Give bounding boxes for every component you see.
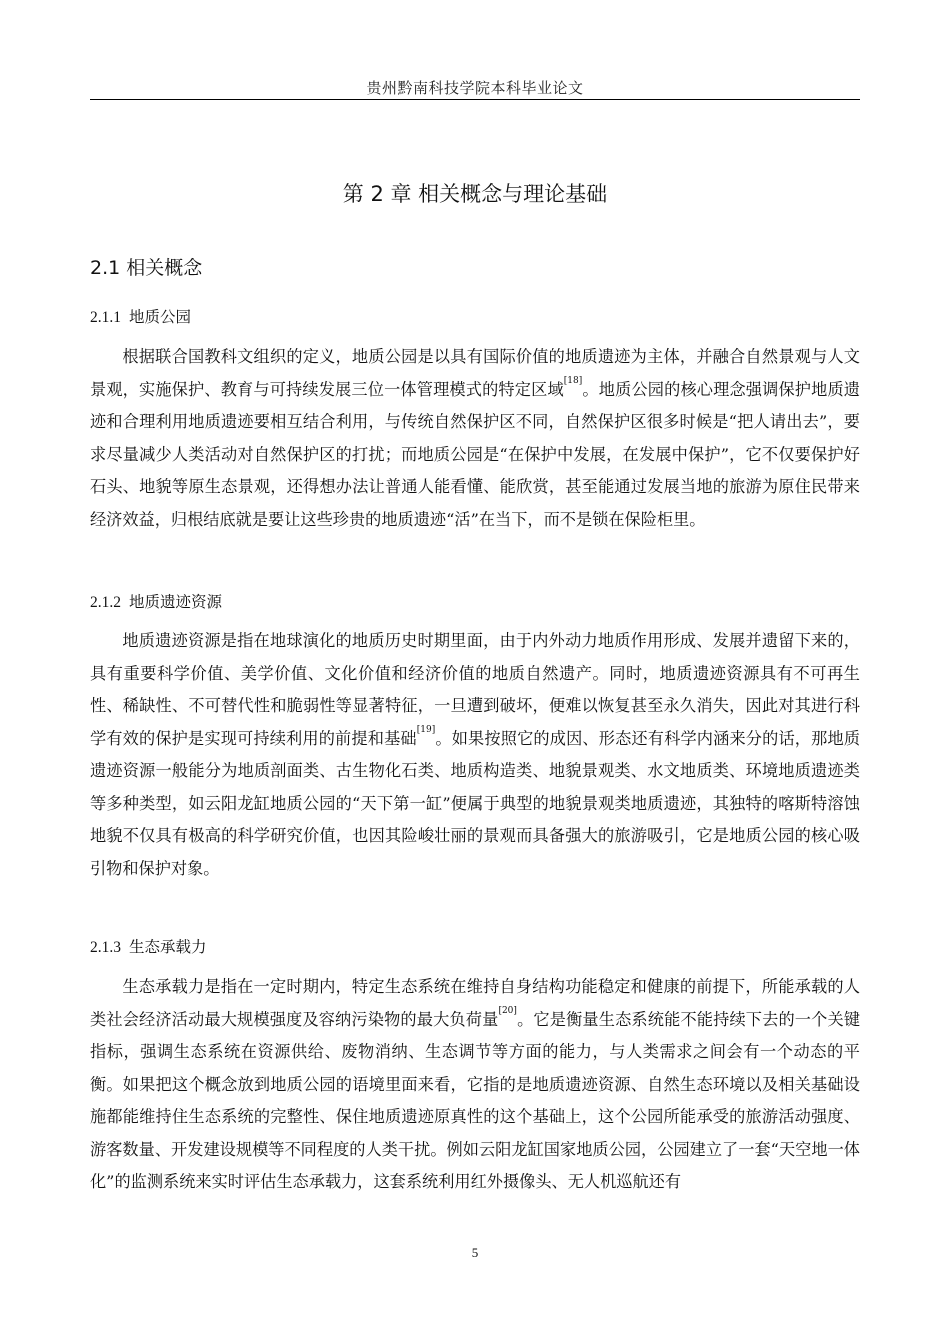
subsection-heading — [90, 935, 207, 957]
subsection-heading — [90, 590, 222, 612]
subsection-title: 地质遗迹资源 — [129, 593, 223, 611]
citation-ref: [19] — [416, 724, 436, 735]
page-number: 5 — [471, 1245, 479, 1260]
paragraph-text: 。地质公园的核心理念强调保护地质遗迹和合理利用地质遗迹要相互结合利用，与传统自然保护区不同，自然保护区很多时候是“把人请出去”，要求尽量减少人类活动对自然保护区的打扰；而地质公园是“在保护中发展，在发展中保护”，它不仅要保护好石头、地貌等原生态景观，还得想办法让普通人能看懂、能欣赏，甚至能通过发展当地的旅游为原住民带来经济效益，归根结底就是要让这些珍贵的地质遗迹“活”在当下，而不是锁在保险柜里。 — [90, 379, 860, 529]
chapter-title: 第 2 章 相关概念与理论基础 — [342, 182, 608, 206]
body-paragraph — [90, 341, 860, 536]
subsection-title: 生态承载力 — [129, 938, 207, 956]
running-header: 贵州黔南科技学院本科毕业论文 — [366, 79, 584, 97]
citation-ref: [18] — [563, 375, 583, 386]
section-heading: 2.1 相关概念 — [90, 257, 203, 279]
paragraph-text: 。它是衡量生态系统能不能持续下去的一个关键指标，强调生态系统在资源供给、废物消纳、生态调节等方面的能力，与人类需求之间会有一个动态的平衡。如果把这个概念放到地质公园的语境里面来看，它指的是地质遗迹资源、自然生态环境以及相关基础设施都能维持住生态系统的完整性、保住地质遗迹原真性的这个基础上，这个公园所能承受的旅游活动强度、游客数量、开发建设规模等不同程度的人类干扰。例如云阳龙缸国家地质公园，公园建立了一套“天空地一体化”的监测系统来实时评估生态承载力，这套系统利用红外摄像头、无人机巡航还有 — [90, 1009, 861, 1191]
body-paragraph — [90, 971, 860, 1199]
subsection-title: 地质公园 — [129, 308, 192, 326]
subsection-heading — [90, 305, 191, 327]
body-paragraph — [90, 625, 860, 885]
subsection-number: 2.1.2 — [90, 594, 121, 611]
paragraph-text: 根据联合国教科文组织的定义，地质公园是以具有国际价值的地质遗迹为主体，并融合自然景观与人文景观，实施保护、教育与可持续发展三位一体管理模式的特定区域 — [90, 347, 860, 399]
citation-ref: [20] — [498, 1005, 517, 1016]
subsection-number: 2.1.1 — [90, 309, 121, 326]
header-divider — [90, 99, 860, 100]
paragraph-text: 。如果按照它的成因、形态还有科学内涵来分的话，那地质遗迹资源一般能分为地质剖面类、古生物化石类、地质构造类、地貌景观类、水文地质类、环境地质遗迹类等多种类型，如云阳龙缸地质公园的“天下第一缸”便属于典型的地貌景观类地质遗迹，其独特的喀斯特溶蚀地貌不仅具有极高的科学研究价值，也因其险峻壮丽的景观而具备强大的旅游吸引，它是地质公园的核心吸引物和保护对象。 — [90, 728, 861, 878]
subsection-number: 2.1.3 — [90, 939, 121, 956]
paragraph-text: 生态承载力是指在一定时期内，特定生态系统在维持自身结构功能稳定和健康的前提下，所能承载的人类社会经济活动最大规模强度及容纳污染物的最大负荷量 — [90, 977, 860, 1029]
paragraph-text: 地质遗迹资源是指在地球演化的地质历史时期里面，由于内外动力地质作用形成、发展并遗留下来的，具有重要科学价值、美学价值、文化价值和经济价值的地质自然遗产。同时，地质遗迹资源具有不可再生性、稀缺性、不可替代性和脆弱性等显著特征，一旦遭到破坏，便难以恢复甚至永久消失，因此对其进行科学有效的保护是实现可持续利用的前提和基础 — [90, 631, 860, 748]
